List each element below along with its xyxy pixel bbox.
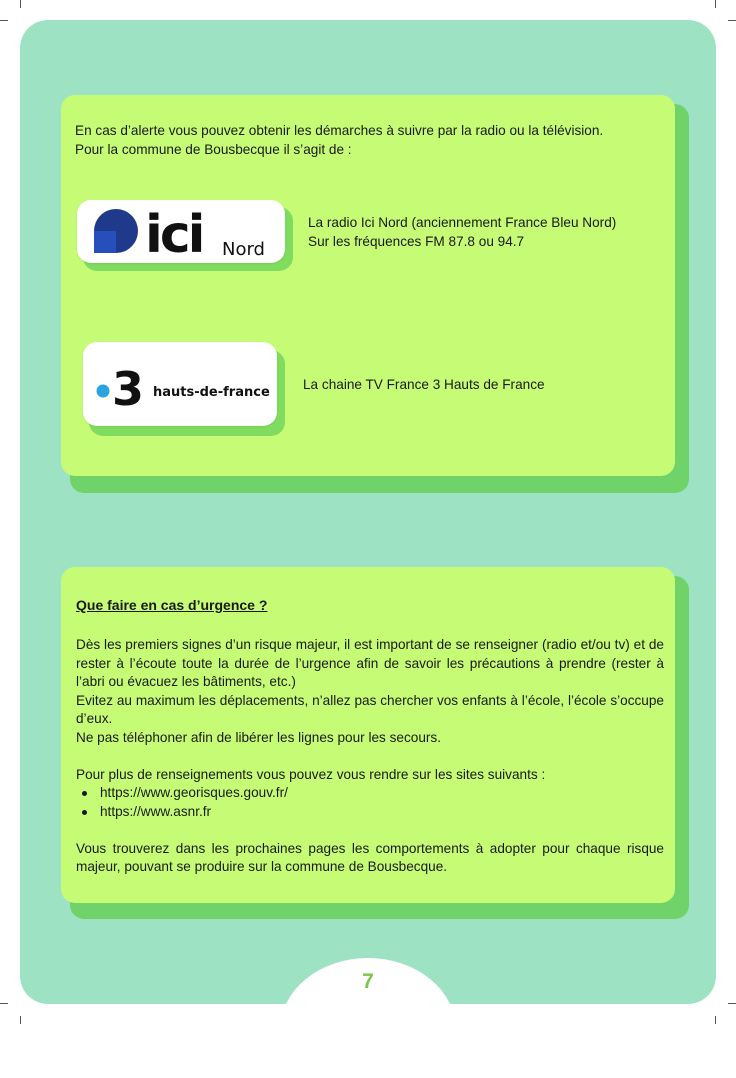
alert-intro (75, 122, 675, 159)
radio-logo-subtext: Nord (222, 239, 265, 260)
link-item[interactable] (100, 784, 664, 803)
alert-intro-line2: Pour la commune de Bousbecque il s’agit de : (75, 141, 352, 157)
spacer (76, 821, 664, 840)
emergency-para4: Pour plus de renseignements vous pouvez vous rendre sur les sites suivants : (76, 766, 546, 782)
tv-description (303, 376, 545, 395)
france3-logo-icon (83, 342, 277, 426)
crop-mark (20, 1016, 21, 1024)
tv-line1: La chaine TV France 3 Hauts de France (303, 377, 545, 392)
emergency-para2: Evitez au maximum les déplacements, n’allez pas chercher vos enfants à l’école, l’école s’occupe d’eux. (76, 692, 664, 726)
link-item[interactable] (100, 803, 664, 822)
link-georisques[interactable]: https://www.georisques.gouv.fr/ (100, 785, 288, 800)
radio-description (308, 214, 616, 251)
crop-mark (20, 0, 21, 8)
crop-mark (0, 1003, 8, 1004)
alert-intro-line1: En cas d’alerte vous pouvez obtenir les démarches à suivre par la radio ou la télévision. (75, 123, 604, 138)
radio-logo-text: ici (145, 205, 203, 263)
spacer (76, 747, 664, 766)
tv-logo-number: 3 (112, 362, 145, 416)
emergency-para1: Dès les premiers signes d’un risque majeur, il est important de se renseigner (radio et/ou tv) et de rester à l’écoute toute la durée de l’urgence afin de savoir les précautions à prendre (rester à l’abri ou évacuez les bâtiments, etc.) (76, 637, 664, 689)
links-list (76, 784, 664, 821)
tv-logo-subtext: hauts-de-france (153, 385, 270, 400)
bullet-icon (82, 810, 87, 815)
crop-mark (715, 1016, 716, 1024)
ici-nord-logo-icon (77, 200, 285, 263)
page-number: 7 (362, 970, 374, 993)
crop-mark (728, 1003, 736, 1004)
radio-line1: La radio Ici Nord (anciennement France Bleu Nord) (308, 215, 617, 230)
emergency-para5: Vous trouverez dans les prochaines pages les comportements à adopter pour chaque risque majeur, pouvant se produire sur la commune de Bousbecque. (76, 840, 664, 874)
emergency-para3: Ne pas téléphoner afin de libérer les lignes pour les secours. (76, 729, 441, 745)
crop-mark (728, 20, 736, 21)
radio-logo (77, 200, 285, 263)
crop-mark (0, 20, 8, 21)
radio-line2: Sur les fréquences FM 87.8 ou 94.7 (308, 233, 525, 249)
emergency-body (76, 636, 664, 877)
tv-logo (83, 342, 277, 426)
link-asnr[interactable]: https://www.asnr.fr (100, 803, 212, 819)
bullet-icon (82, 791, 87, 796)
emergency-title: Que faire en cas d’urgence ? (76, 597, 268, 613)
crop-mark (715, 0, 716, 8)
